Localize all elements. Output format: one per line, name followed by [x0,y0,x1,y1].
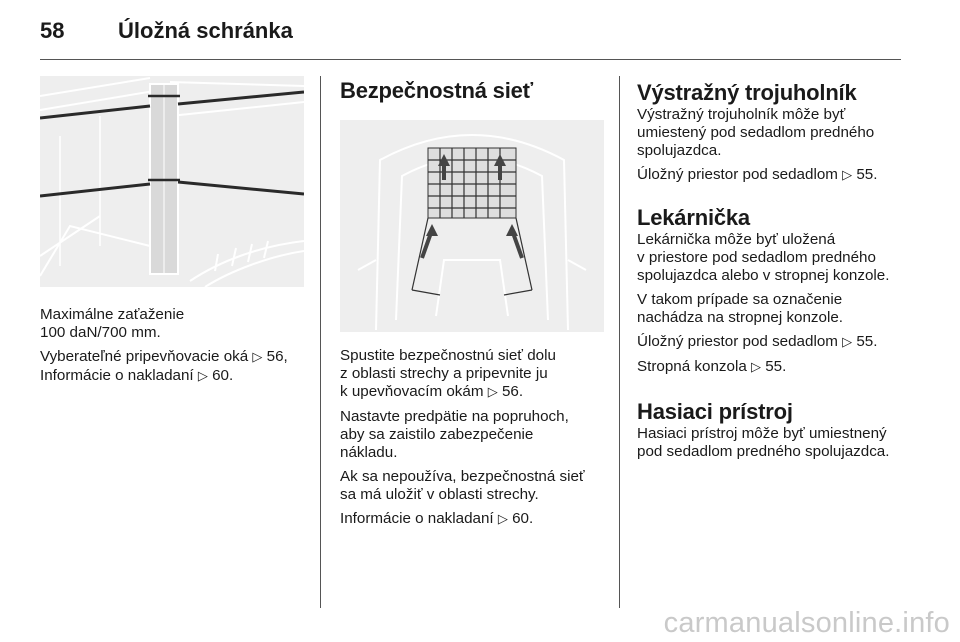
safety-net-text-2: Nastavte predpätie na popruhoch, aby sa zaistilo zabezpečenie nákladu. [340,408,569,461]
safety-net-illustration [340,120,604,332]
page-reference-icon: ▷ [252,350,263,365]
warning-triangle-heading: Výstražný trojuholník [637,80,857,105]
header-rule [40,59,901,60]
watermark: carmanualsonline.info [663,607,950,639]
fire-extinguisher-heading: Hasiaci prístroj [637,399,793,424]
page-reference-icon: ▷ [197,369,208,384]
page-reference-icon: ▷ [842,335,853,350]
warning-triangle-text-2: Úložný priestor pod sedadlom ▷ 55. [637,166,878,183]
page-reference-icon: ▷ [487,385,498,400]
page-number: 58 [40,18,65,43]
column-2 [340,76,604,535]
tie-down-text: Vyberateľné pripevňovacie oká ▷ 56, Informácie o nakladaní ▷ 60. [40,348,288,384]
cargo-wall-drawing [40,76,304,287]
first-aid-text-3: Úložný priestor pod sedadlom ▷ 55. [637,333,878,350]
safety-net-text-4: Informácie o nakladaní ▷ 60. [340,510,534,527]
column-1 [40,76,304,392]
column-divider-2 [619,76,620,608]
safety-net-text-1: Spustite bezpečnostnú sieť dolu z oblasti strechy a pripevnite ju k upevňovacím okám ▷ 56. [340,347,556,400]
cargo-wall-illustration [40,76,304,287]
chapter-title: Úložná schránka [118,18,293,43]
first-aid-text-1: Lekárnička môže byť uložená v priestore pod sedadlom predného spolujazdca alebo v stropnej konzole. [637,231,890,284]
fire-extinguisher-text: Hasiaci prístroj môže byť umiestnený pod sedadlom predného spolujazdca. [637,425,890,460]
safety-net-text-3: Ak sa nepoužíva, bezpečnostná sieť sa má uložiť v oblasti strechy. [340,468,585,503]
first-aid-heading: Lekárnička [637,205,750,230]
page-reference-icon: ▷ [750,360,761,375]
warning-triangle-text-1: Výstražný trojuholník môže byť umiestený pod sedadlom predného spolujazdca. [637,106,875,159]
page-header [40,18,293,48]
van-interior-drawing [340,120,604,332]
page-reference-icon: ▷ [842,168,853,183]
first-aid-text-4: Stropná konzola ▷ 55. [637,358,787,375]
column-divider-1 [320,76,321,608]
safety-net-heading: Bezpečnostná sieť [340,78,533,103]
load-capacity-text: Maximálne zaťaženie 100 daN/700 mm. [40,306,185,341]
first-aid-text-2: V takom prípade sa označenie nachádza na stropnej konzole. [637,291,844,326]
column-3 [637,80,905,467]
page-reference-icon: ▷ [497,512,508,527]
